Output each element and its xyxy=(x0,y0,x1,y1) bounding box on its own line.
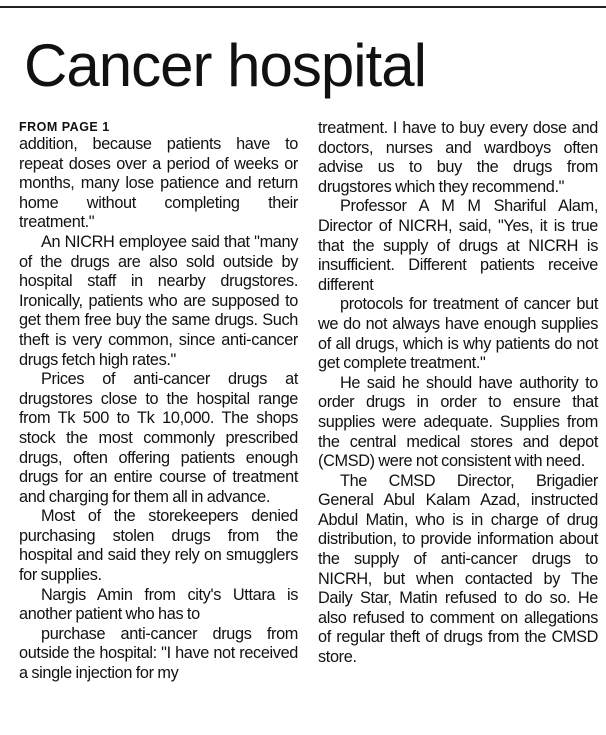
paragraph: Prices of anti-cancer drugs at drugstores close to the hospital range from Tk 500 to Tk 10,000. The shops stock the most commonly prescribed drugs, often offering patients enough drugs for an entire course of treatment and charging for them all in advance. xyxy=(19,370,298,506)
paragraph: purchase anti-cancer drugs from outside the hospital: "I have not received a single injection for my xyxy=(19,624,298,683)
paragraph: protocols for treatment of cancer but we do not always have enough supplies of all drugs, which is why patients do not get complete treatment." xyxy=(318,295,598,373)
left-column xyxy=(19,119,298,684)
right-column xyxy=(318,119,598,668)
kicker-from-page-1: FROM PAGE 1 xyxy=(19,120,110,134)
paragraph: Most of the storekeepers denied purchasing stolen drugs from the hospital and said they rely on smugglers for supplies. xyxy=(19,507,298,585)
paragraph: addition, because patients have to repeat doses over a period of weeks or months, many lose patience and return home without completing their treatment." xyxy=(19,135,298,232)
paragraph: Professor A M M Shariful Alam, Director of NICRH, said, "Yes, it is true that the supply of drugs at NICRH is insufficient. Different patients receive different xyxy=(318,197,598,294)
paragraph: treatment. I have to buy every dose and doctors, nurses and wardboys often advise us to buy the drugs from drugstores which they recommend." xyxy=(318,119,598,196)
paragraph: An NICRH employee said that "many of the drugs are also sold outside by hospital staff in nearby drugstores. Ironically, patients who are supposed to get them free buy the same drugs. Such theft is very common, since anti-cancer drugs fetch high rates." xyxy=(19,232,298,369)
paragraph: The CMSD Director, Brigadier General Abul Kalam Azad, instructed Abdul Matin, who is in charge of drug distribution, to provide information about the supply of anti-cancer drugs to NICRH, but when contacted by The Daily Star, Matin refused to do so. He also refused to comment on allegations of regular theft of drugs from the CMSD store. xyxy=(318,471,598,667)
paragraph: Nargis Amin from city's Uttara is another patient who has to xyxy=(19,585,298,624)
paragraph: He said he should have authority to order drugs in order to ensure that supplies were adequate. Supplies from the central medical stores and depot (CMSD) were not consistent with need. xyxy=(318,373,598,471)
top-rule xyxy=(0,6,606,8)
headline: Cancer hospital xyxy=(24,32,426,99)
